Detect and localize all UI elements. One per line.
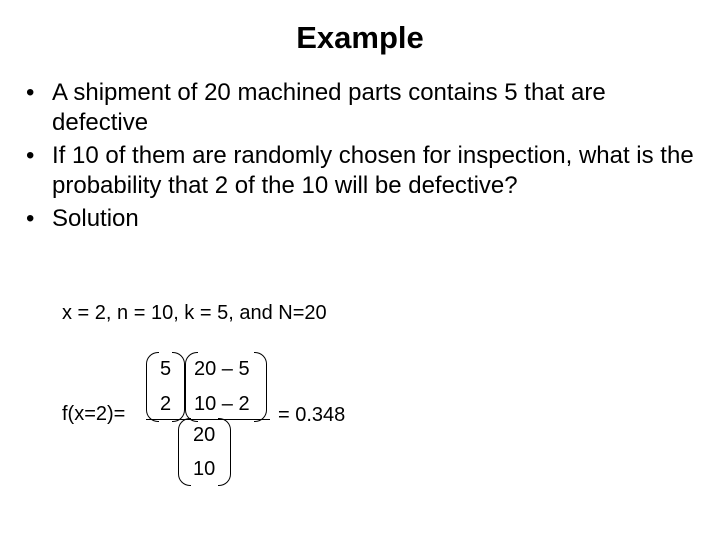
left-paren-icon xyxy=(146,352,159,422)
formula-lhs: f(x=2)= xyxy=(62,403,126,425)
fraction-bar xyxy=(146,419,270,420)
bullet-marker: • xyxy=(26,79,35,106)
solution-parameters: x = 2, n = 10, k = 5, and N=20 xyxy=(62,302,327,324)
binom1-bottom: 2 xyxy=(160,393,172,415)
slide-title: Example xyxy=(296,20,424,55)
bullet-marker: • xyxy=(26,142,35,169)
binom1-top: 5 xyxy=(160,358,172,380)
right-paren-icon xyxy=(218,418,231,486)
bullet-text: Solution xyxy=(52,205,139,232)
right-paren-icon xyxy=(254,352,267,422)
denom-top: 20 xyxy=(193,424,216,446)
binom2-top: 20 – 5 xyxy=(194,358,250,380)
left-paren-icon xyxy=(178,418,191,486)
right-paren-icon xyxy=(172,352,185,422)
bullet-marker: • xyxy=(26,205,35,232)
formula-result: = 0.348 xyxy=(278,404,346,426)
denom-bottom: 10 xyxy=(193,458,216,480)
bullet-text: A shipment of 20 machined parts contains 5 that are defective xyxy=(52,79,606,136)
bullet-text: If 10 of them are randomly chosen for inspection, what is the probability that 2 of the 10 will be defective? xyxy=(52,142,694,199)
binom2-bottom: 10 – 2 xyxy=(194,393,250,415)
